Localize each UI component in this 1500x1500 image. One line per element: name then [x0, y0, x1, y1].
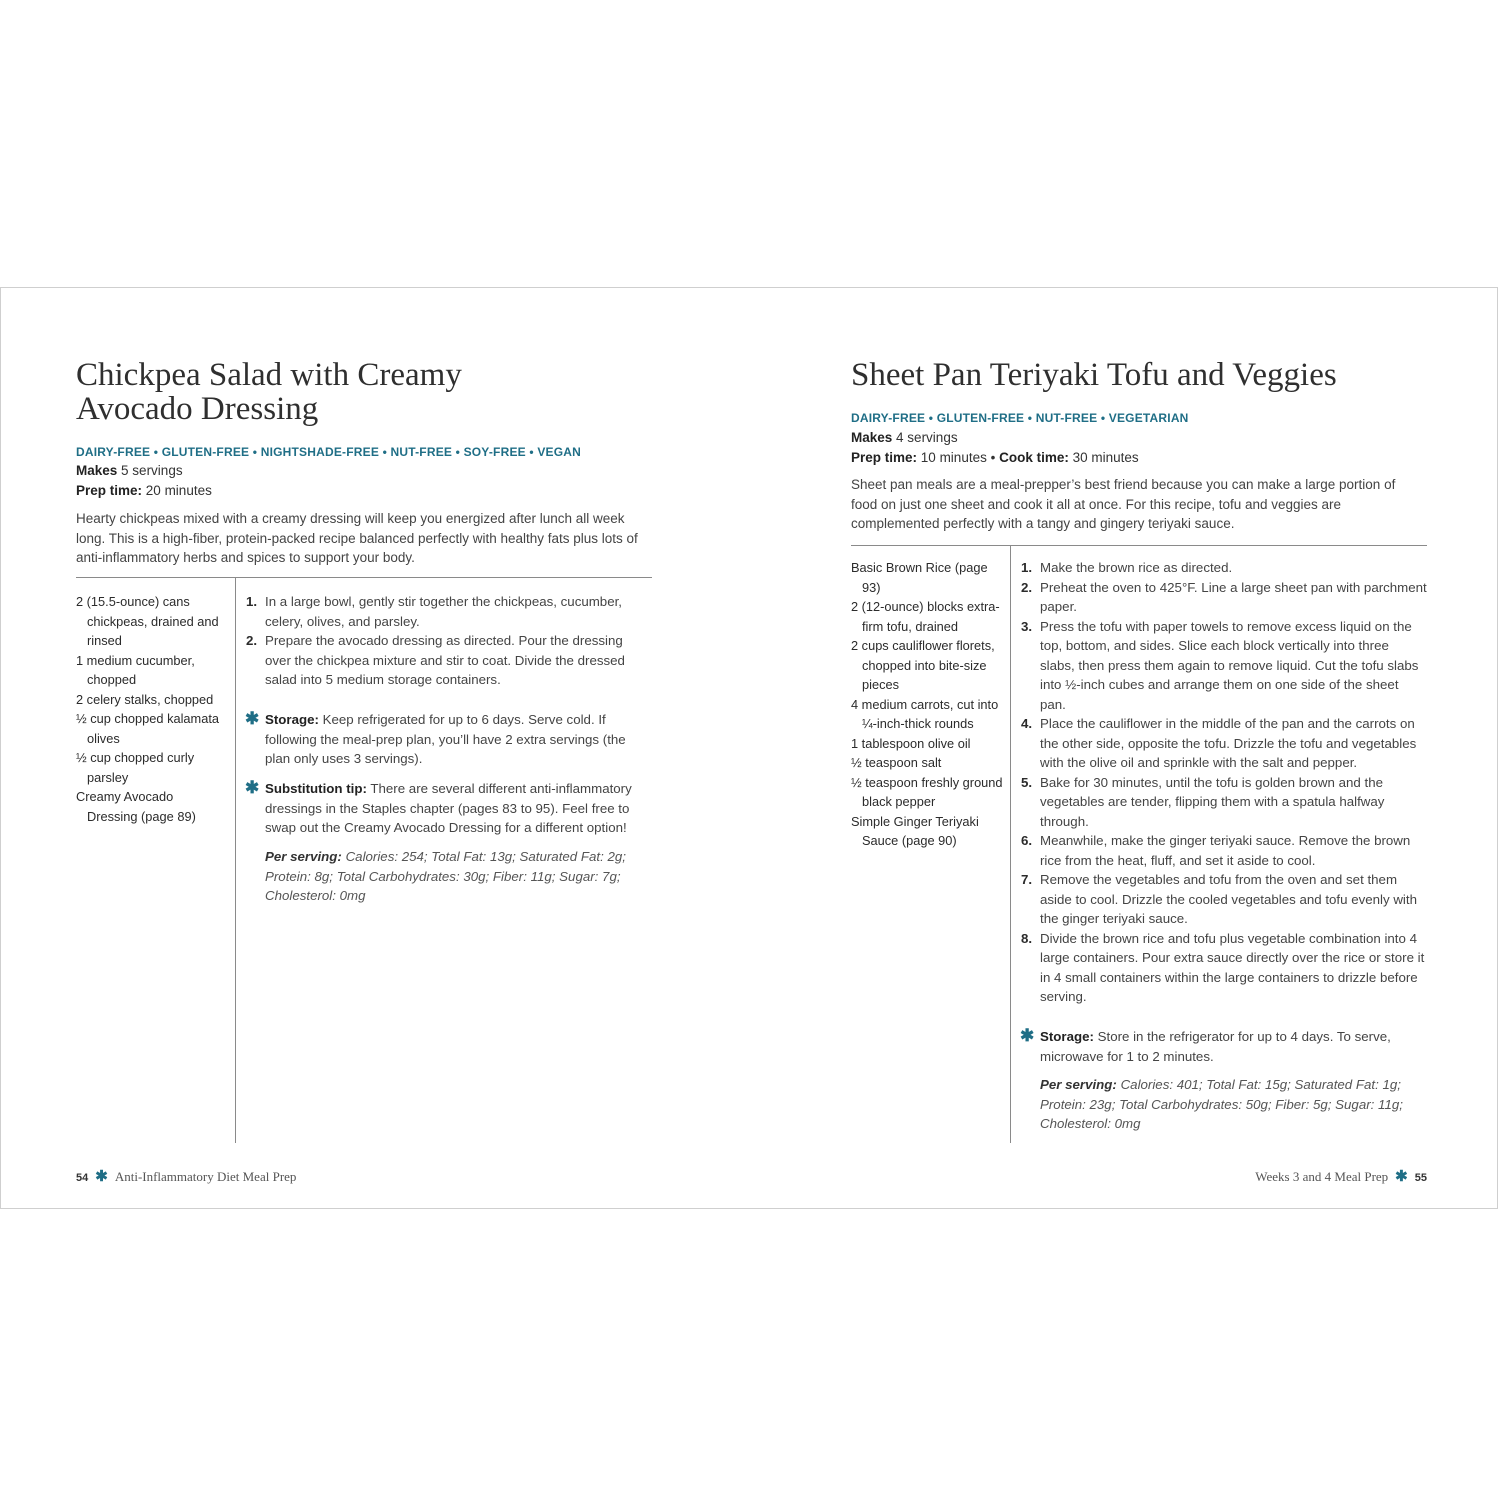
right-nutrition-info — [1040, 1075, 1415, 1134]
step-number: 4. — [1021, 716, 1033, 731]
footer-asterisk-icon: ✱ — [95, 1168, 108, 1185]
right-makes-value: 4 servings — [896, 430, 958, 445]
ingredient-item: 2 cups cauliflower florets, chopped into bite-size pieces — [851, 638, 995, 692]
step-text: Prepare the avocado dressing as directed. Pour the dressing over the chickpea mixture and stir to coat. Divide the dressed salad into 5 medium storage containers. — [265, 633, 625, 687]
left-serving-label: Per serving: — [265, 849, 342, 864]
left-storage-text: Keep refrigerated for up to 6 days. Serve cold. If following the meal-prep plan, you’ll have 2 extra servings (the plan only uses 3 servings). — [265, 712, 626, 766]
step-text: Make the brown rice as directed. — [1040, 560, 1233, 575]
step-item — [247, 631, 647, 690]
left-page — [76, 288, 652, 1208]
right-page-number: 55 — [1414, 1172, 1427, 1184]
left-horizontal-rule — [76, 577, 652, 578]
ingredient-item: 2 (15.5-ounce) cans chickpeas, drained and rinsed — [76, 594, 219, 648]
left-nutrition-info — [265, 847, 635, 906]
left-storage-label: Storage: — [265, 712, 319, 727]
right-storage-text: Store in the refrigerator for up to 4 days. To serve, microwave for 1 to 2 minutes. — [1040, 1029, 1391, 1064]
ingredient-item: 2 (12-ounce) blocks extra-firm tofu, drained — [851, 599, 1000, 634]
asterisk-icon: ✱ — [245, 709, 260, 728]
right-prep-label: Prep time: — [851, 449, 918, 465]
right-storage-note — [1020, 1026, 1425, 1066]
ingredient-item: 4 medium carrots, cut into ¼-inch-thick rounds — [851, 696, 999, 731]
left-running-head: Anti-Inflammatory Diet Meal Prep — [114, 1169, 297, 1184]
step-number: 8. — [1021, 930, 1033, 946]
left-serving-text: Calories: 254; Total Fat: 13g; Saturated Fat: 2g; Protein: 8g; Total Carbohydrates: 30g; Fiber: 11g; Sugar: 7g; Cholesterol: 0mg — [265, 849, 626, 903]
right-running-head: Weeks 3 and 4 Meal Prep — [1255, 1169, 1389, 1184]
ingredient-item: 1 medium cucumber, chopped — [76, 652, 195, 687]
right-serving-text: Calories: 401; Total Fat: 15g; Saturated Fat: 1g; Protein: 23g; Total Carbohydrates: 50g; Fiber: 5g; Sugar: 11g; Cholesterol: 0mg — [1040, 1077, 1403, 1131]
right-cook-label: Cook time: — [999, 449, 1069, 465]
left-meta — [76, 461, 212, 500]
left-prep-value: 20 minutes — [145, 482, 212, 498]
right-storage-label: Storage: — [1040, 1029, 1094, 1044]
step-text: Remove the vegetables and tofu from the oven and set them aside to cool. Drizzle the cooled vegetables and tofu evenly with the ginger teriyaki sauce. — [1040, 872, 1417, 926]
right-ingredients-list — [851, 558, 1003, 851]
left-recipe-title — [76, 358, 696, 426]
step-item — [1022, 929, 1427, 1007]
left-steps-list — [247, 592, 647, 690]
step-text: Press the tofu with paper towels to remove excess liquid on the top, bottom, and sides. Slice each block vertically into three slabs, then press them again to remove liquid. Cut the tofu slabs into ½-inch cubes and arrange them on one side of the sheet pan. — [1040, 618, 1419, 712]
step-text: Divide the brown rice and tofu plus vegetable combination into 4 large containers. Pour extra sauce directly over the rice or store it in 4 small containers within the large containers to drizzle before serving. — [1040, 930, 1425, 1004]
right-steps-list — [1022, 558, 1427, 1007]
right-page — [851, 288, 1427, 1208]
ingredient-item: 2 celery stalks, chopped — [76, 691, 214, 707]
left-ingredients-list — [76, 592, 226, 826]
ingredient-item: ½ cup chopped kalamata olives — [76, 711, 219, 746]
step-number: 1. — [246, 594, 258, 609]
left-page-number: 54 — [76, 1172, 89, 1184]
left-substitution-text: There are several different anti-inflammatory dressings in the Staples chapter (pages 83 to 95). Feel free to swap out the Creamy Avocado Dressing for a different option! — [265, 781, 632, 835]
step-item — [1022, 831, 1427, 870]
step-item — [1022, 617, 1427, 715]
step-text: In a large bowl, gently stir together the chickpeas, cucumber, celery, olives, and parsley. — [265, 594, 622, 629]
book-spread — [0, 287, 1498, 1209]
step-number: 3. — [1021, 618, 1033, 634]
ingredient-item: 1 tablespoon olive oil — [851, 735, 971, 751]
step-item — [1022, 714, 1427, 773]
step-number: 6. — [1021, 833, 1033, 848]
right-cook-value: 30 minutes — [1072, 449, 1139, 465]
step-number: 5. — [1021, 774, 1033, 790]
step-text: Preheat the oven to 425°F. Line a large sheet pan with parchment paper. — [1040, 579, 1427, 614]
left-column-divider — [235, 578, 236, 1143]
right-horizontal-rule — [851, 545, 1427, 546]
left-makes-value: 5 servings — [121, 463, 183, 478]
step-item — [1022, 773, 1427, 832]
right-makes-label: Makes — [851, 430, 893, 445]
left-footer — [76, 1167, 296, 1185]
step-text: Meanwhile, make the ginger teriyaki sauce. Remove the brown rice from the heat, fluff, and set it aside to cool. — [1040, 833, 1411, 868]
right-serving-label: Per serving: — [1040, 1077, 1117, 1092]
step-item — [1022, 578, 1427, 617]
left-storage-note — [245, 709, 650, 769]
ingredient-item: Basic Brown Rice (page 93) — [851, 560, 988, 595]
left-substitution-note — [245, 778, 650, 838]
asterisk-icon: ✱ — [1020, 1026, 1035, 1045]
step-number: 7. — [1021, 872, 1033, 887]
step-item — [1022, 558, 1427, 578]
step-item — [247, 592, 647, 631]
ingredient-item: Creamy Avocado Dressing (page 89) — [76, 789, 196, 824]
left-substitution-label: Substitution tip: — [265, 781, 367, 796]
right-prep-value: 10 minutes — [920, 449, 987, 465]
right-footer — [1255, 1167, 1427, 1185]
left-prep-label: Prep time: — [76, 482, 143, 498]
left-intro: Hearty chickpeas mixed with a creamy dressing will keep you energized after lunch all week long. This is a high-fiber, protein-packed recipe balanced perfectly with healthy fats plus lots of anti-inflammatory herbs and spices to support your body. — [76, 511, 638, 565]
ingredient-item: ½ cup chopped curly parsley — [76, 750, 195, 785]
step-text: Bake for 30 minutes, until the tofu is golden brown and the vegetables are tender, flipping them with a spatula halfway through. — [1040, 774, 1385, 829]
right-intro: Sheet pan meals are a meal-prepper’s best friend because you can make a large portion of food on just one sheet and cook it all at once. For this recipe, tofu and veggies are complemented perfectly with a tangy and gingery teriyaki sauce. — [851, 477, 1396, 531]
left-diet-tags: DAIRY-FREE • GLUTEN-FREE • NIGHTSHADE-FREE • NUT-FREE • SOY-FREE • VEGAN — [76, 445, 581, 459]
right-column-divider — [1010, 546, 1011, 1143]
ingredient-item: Simple Ginger Teriyaki Sauce (page 90) — [851, 813, 979, 848]
step-item — [1022, 870, 1427, 929]
left-title-line1: Chickpea Salad with Creamy — [76, 357, 462, 393]
right-diet-tags: DAIRY-FREE • GLUTEN-FREE • NUT-FREE • VEGETARIAN — [851, 411, 1189, 425]
step-number: 2. — [246, 633, 258, 648]
asterisk-icon: ✱ — [245, 778, 260, 797]
step-number: 2. — [1021, 579, 1033, 595]
footer-asterisk-icon: ✱ — [1395, 1168, 1408, 1185]
ingredient-item: ½ teaspoon freshly ground black pepper — [851, 774, 1003, 809]
step-text: Place the cauliflower in the middle of the pan and the carrots on the other side, opposite the tofu. Drizzle the tofu and vegetables with the olive oil and sprinkle with the salt and pepper. — [1040, 716, 1417, 770]
right-meta: Makes 4 servings Prep time: 10 minutes • Cook time: 30 minutes — [851, 430, 1139, 465]
right-recipe-title: Sheet Pan Teriyaki Tofu and Veggies — [851, 357, 1337, 393]
left-makes-label: Makes — [76, 463, 118, 478]
step-number: 1. — [1021, 560, 1033, 575]
left-title-line2: Avocado Dressing — [76, 391, 319, 427]
ingredient-item: ½ teaspoon salt — [851, 755, 942, 770]
